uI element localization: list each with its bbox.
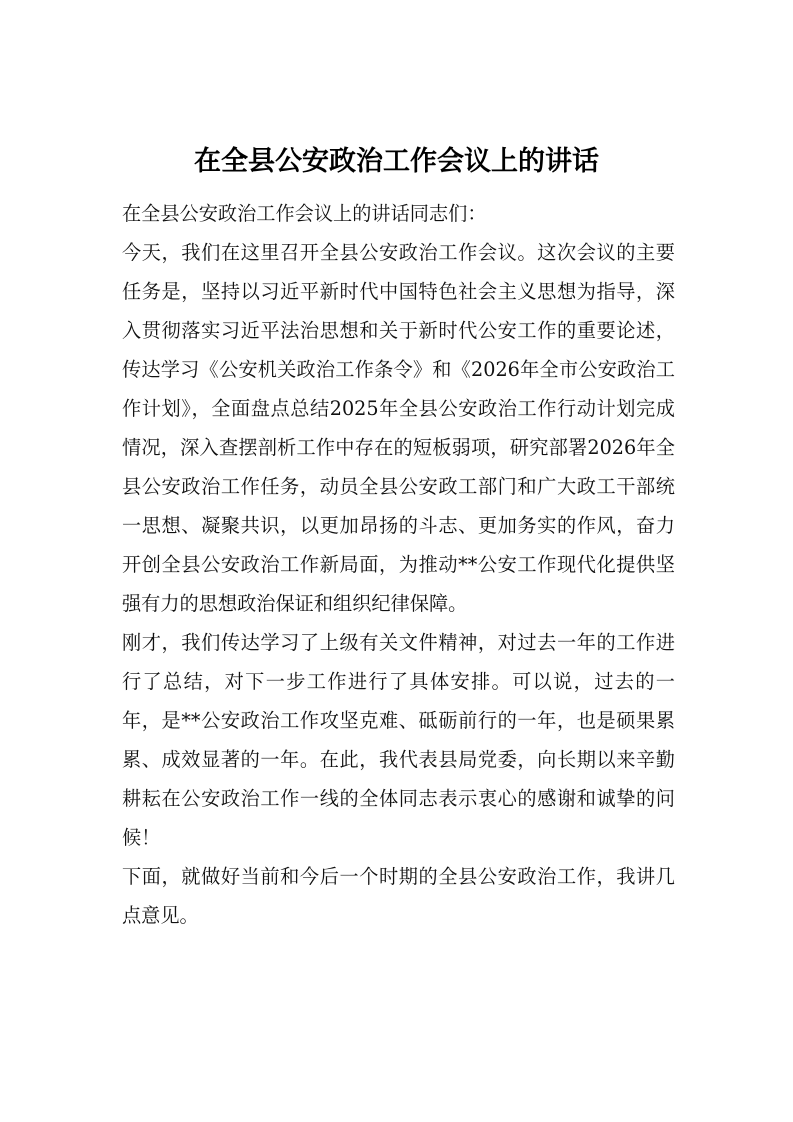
body-paragraph: 今天，我们在这里召开全县公安政治工作会议。这次会议的主要任务是，坚持以习近平新时代中国特色社会主义思想为指导，深入贯彻落实习近平法治思想和关于新时代公安工作的重要论述，传达学习《公安机关政治工作条令》和《2026年全市公安政治工作计划》，全面盘点总结2025年全县公安政治工作行动计划完成情况，深入查摆剖析工作中存在的短板弱项，研究部署2026年全县公安政治工作任务，动员全县公安政工部门和广大政工干部统一思想、凝聚共识，以更加昂扬的斗志、更加务实的作风，奋力开创全县公安政治工作新局面，为推动**公安工作现代化提供坚强有力的思想政治保证和组织纪律保障。 bbox=[122, 241, 675, 615]
body-paragraph: 刚才，我们传达学习了上级有关文件精神，对过去一年的工作进行了总结，对下一步工作进行了具体安排。可以说，过去的一年，是**公安政治工作攻坚克难、砥砺前行的一年，也是硕果累累、成效显著的一年。在此，我代表县局党委，向长期以来辛勤耕耘在公安政治工作一线的全体同志表示衷心的感谢和诚挚的问候！ bbox=[122, 631, 675, 849]
document-title: 在全县公安政治工作会议上的讲话 bbox=[194, 146, 599, 178]
salutation-paragraph: 在全县公安政治工作会议上的讲话同志们： bbox=[122, 202, 487, 225]
body-paragraph: 下面，就做好当前和今后一个时期的全县公安政治工作，我讲几点意见。 bbox=[122, 865, 675, 927]
document-body bbox=[122, 194, 675, 935]
